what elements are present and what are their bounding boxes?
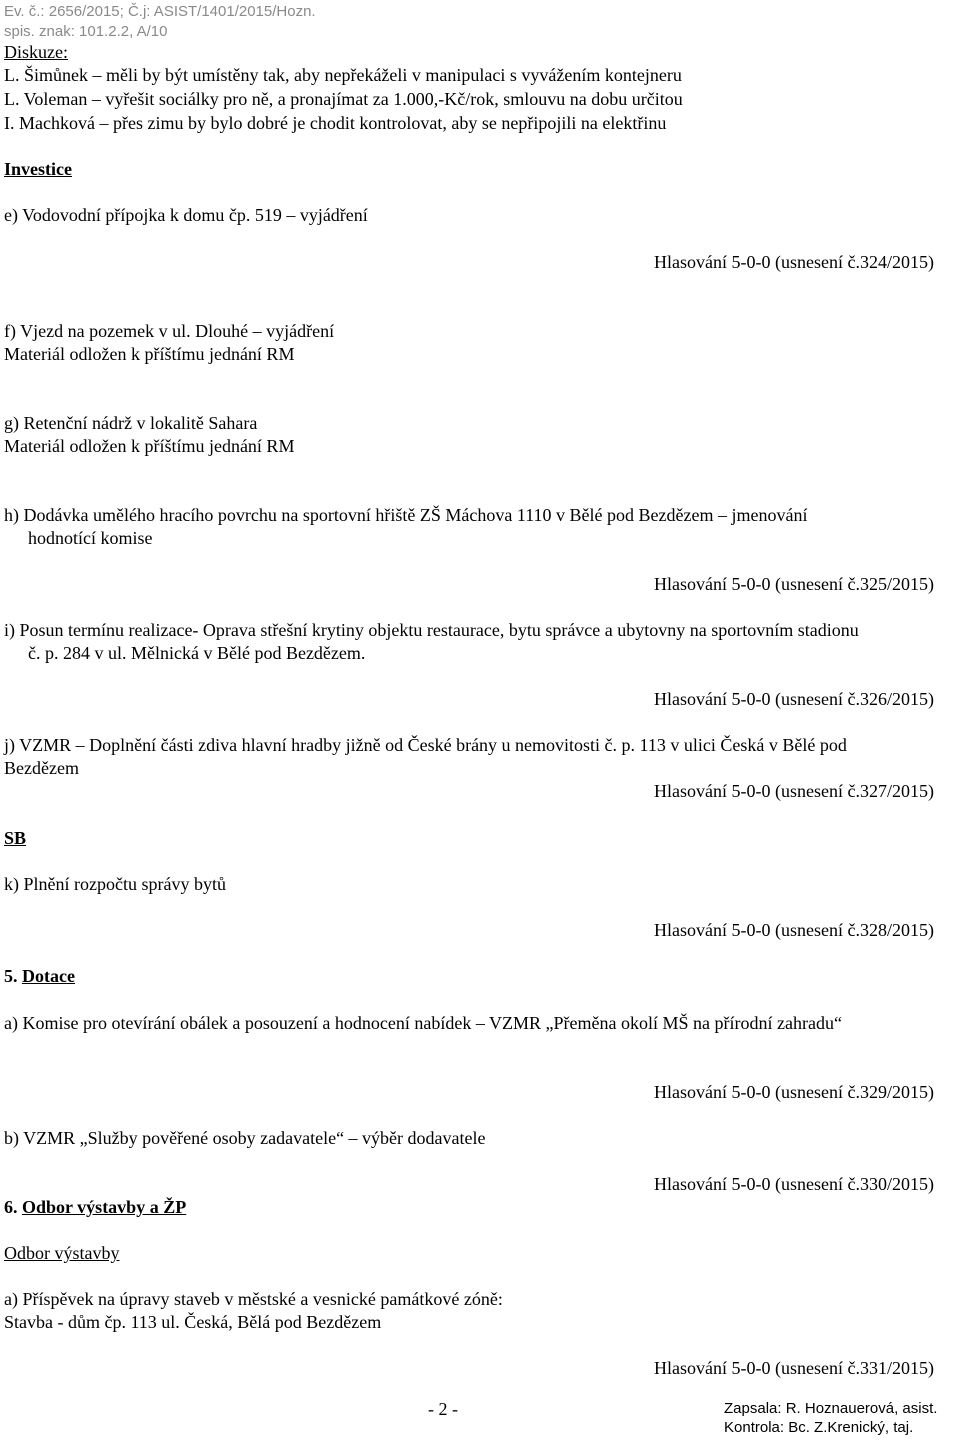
section-6-heading: [4, 1196, 186, 1219]
item-g-title: g) Retenční nádrž v lokalitě Sahara: [4, 413, 258, 433]
vote-result: Hlasování 5-0-0 (usnesení č.326/2015): [654, 689, 934, 709]
discussion-item: L. Voleman – vyřešit sociálky pro ně, a pronajímat za 1.000,-Kč/rok, smlouvu na dobu určitou: [4, 89, 683, 109]
section-title: Odbor výstavby a ŽP: [22, 1197, 187, 1217]
vote-result: Hlasování 5-0-0 (usnesení č.324/2015): [654, 252, 934, 272]
subsection-heading: Odbor výstavby: [4, 1243, 120, 1263]
item-j-title-cont: Bezdězem: [4, 758, 79, 778]
item-f-title: f) Vjezd na pozemek v ul. Dlouhé – vyjádření: [4, 321, 335, 341]
vote-result: Hlasování 5-0-0 (usnesení č.329/2015): [654, 1082, 934, 1102]
vote-result: Hlasování 5-0-0 (usnesení č.331/2015): [654, 1358, 934, 1378]
item-f-note: Materiál odložen k příštímu jednání RM: [4, 344, 295, 364]
item-a-title: a) Příspěvek na úpravy staveb v městské a vesnické památkové zóně:: [4, 1289, 503, 1309]
item-a-title: a) Komise pro otevírání obálek a posouzení a hodnocení nabídek – VZMR „Přeměna okolí MŠ na přírodní zahradu“: [4, 1013, 842, 1033]
vote-result: Hlasování 5-0-0 (usnesení č.325/2015): [654, 574, 934, 594]
item-e-title: e) Vodovodní přípojka k domu čp. 519 – vyjádření: [4, 205, 368, 225]
vote-result: Hlasování 5-0-0 (usnesení č.330/2015): [654, 1174, 934, 1194]
item-b-title: b) VZMR „Služby pověřené osoby zadavatele“ – výběr dodavatele: [4, 1128, 486, 1148]
discussion-heading: Diskuze:: [4, 42, 68, 62]
vote-result: Hlasování 5-0-0 (usnesení č.328/2015): [654, 920, 934, 940]
file-mark: spis. znak: 101.2.2, A/10: [4, 23, 168, 40]
item-h-title-cont: hodnotící komise: [28, 528, 153, 548]
section-title: Dotace: [22, 966, 75, 986]
recorded-by: Zapsala: R. Hoznauerová, asist.: [724, 1400, 938, 1417]
section-number: 5.: [4, 966, 18, 986]
document-reference: Ev. č.: 2656/2015; Č.j: ASIST/1401/2015/Hozn.: [4, 3, 316, 20]
item-a-title-cont: Stavba - dům čp. 113 ul. Česká, Bělá pod Bezdězem: [4, 1312, 382, 1332]
page-number: - 2 -: [428, 1399, 458, 1419]
item-i-title-cont: č. p. 284 v ul. Mělnická v Bělé pod Bezdězem.: [28, 643, 366, 663]
vote-result: Hlasování 5-0-0 (usnesení č.327/2015): [654, 781, 934, 801]
item-g-note: Materiál odložen k příštímu jednání RM: [4, 436, 295, 456]
item-i-title: i) Posun termínu realizace- Oprava střešní krytiny objektu restaurace, bytu správce a ubytovny na sportovním stadionu: [4, 620, 859, 640]
discussion-item: I. Machková – přes zimu by bylo dobré je chodit kontrolovat, aby se nepřipojili na elektřinu: [4, 113, 667, 133]
item-k-title: k) Plnění rozpočtu správy bytů: [4, 874, 226, 894]
checked-by: Kontrola: Bc. Z.Krenický, taj.: [724, 1419, 914, 1436]
section-number: 6.: [4, 1197, 18, 1217]
item-j-title: j) VZMR – Doplnění části zdiva hlavní hradby jižně od České brány u nemovitosti č. p. 113 v ulici Česká v Bělé pod: [4, 735, 847, 755]
sb-heading: SB: [4, 828, 27, 848]
discussion-item: L. Šimůnek – měli by být umístěny tak, aby nepřekáželi v manipulaci s vyvážením kontejneru: [4, 65, 682, 85]
item-h-title: h) Dodávka umělého hracího povrchu na sportovní hřiště ZŠ Máchova 1110 v Bělé pod Bezdězem – jmenování: [4, 505, 808, 525]
section-5-heading: [4, 965, 75, 988]
investice-heading: Investice: [4, 159, 72, 179]
